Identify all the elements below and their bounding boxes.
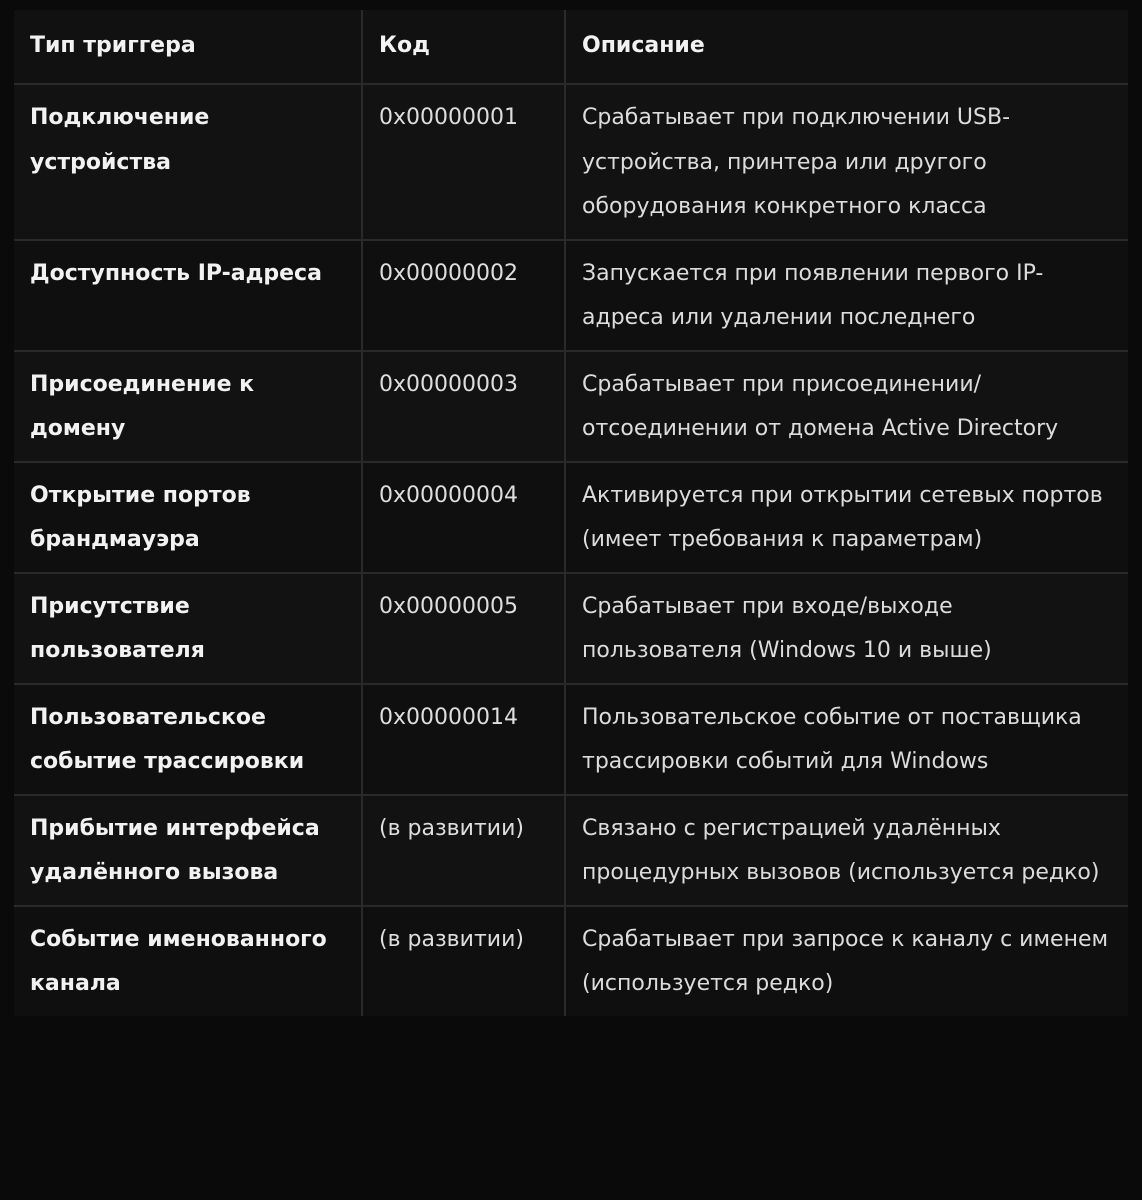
- table-row: [14, 351, 1128, 462]
- cell-type: Присутствие пользователя: [14, 573, 362, 684]
- cell-code: 0x00000001: [362, 84, 565, 240]
- table-row: [14, 906, 1128, 1016]
- table-row: [14, 84, 1128, 240]
- cell-description: Срабатывает при запросе к каналу с именем (используется редко): [565, 906, 1128, 1016]
- cell-code: 0x00000002: [362, 240, 565, 351]
- table-row: [14, 462, 1128, 573]
- cell-description: Срабатывает при присоединении/отсоединении от домена Active Directory: [565, 351, 1128, 462]
- cell-code: 0x00000003: [362, 351, 565, 462]
- cell-type: Доступность IP-адреса: [14, 240, 362, 351]
- cell-type: Присоединение к домену: [14, 351, 362, 462]
- table-header: [14, 10, 1128, 84]
- cell-code: 0x00000004: [362, 462, 565, 573]
- cell-description: Связано с регистрацией удалённых процедурных вызовов (используется редко): [565, 795, 1128, 906]
- cell-type: Прибытие интерфейса удалённого вызова: [14, 795, 362, 906]
- header-code: Код: [362, 10, 565, 84]
- cell-code: (в развитии): [362, 906, 565, 1016]
- header-row: [14, 10, 1128, 84]
- cell-description: Срабатывает при входе/выходе пользователя (Windows 10 и выше): [565, 573, 1128, 684]
- cell-type: Открытие портов брандмауэра: [14, 462, 362, 573]
- header-type: Тип триггера: [14, 10, 362, 84]
- cell-description: Активируется при открытии сетевых портов (имеет требования к параметрам): [565, 462, 1128, 573]
- cell-description: Пользовательское событие от поставщика трассировки событий для Windows: [565, 684, 1128, 795]
- cell-type: Пользовательское событие трассировки: [14, 684, 362, 795]
- table-row: [14, 240, 1128, 351]
- header-description: Описание: [565, 10, 1128, 84]
- table-body: [14, 84, 1128, 1016]
- cell-type: Подключение устройства: [14, 84, 362, 240]
- table-row: [14, 795, 1128, 906]
- cell-description: Запускается при появлении первого IP-адреса или удалении последнего: [565, 240, 1128, 351]
- trigger-table: [14, 10, 1128, 1016]
- cell-description: Срабатывает при подключении USB-устройства, принтера или другого оборудования конкретного класса: [565, 84, 1128, 240]
- cell-code: 0x00000014: [362, 684, 565, 795]
- trigger-table-container: [14, 10, 1128, 1016]
- cell-code: (в развитии): [362, 795, 565, 906]
- cell-code: 0x00000005: [362, 573, 565, 684]
- table-row: [14, 684, 1128, 795]
- cell-type: Событие именованного канала: [14, 906, 362, 1016]
- table-row: [14, 573, 1128, 684]
